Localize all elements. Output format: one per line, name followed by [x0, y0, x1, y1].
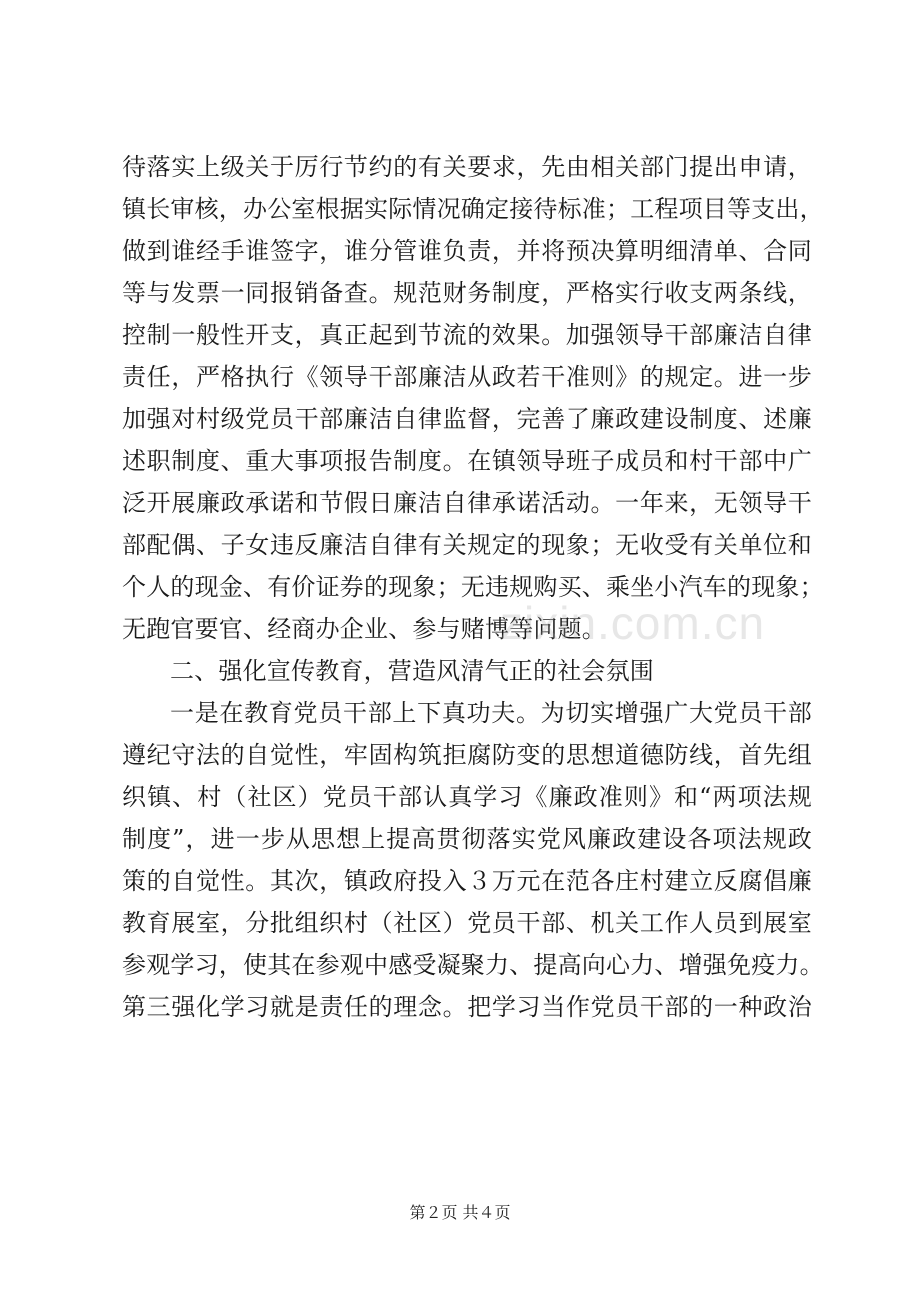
section-heading: 二、强化宣传教育，营造风清气正的社会氛围 — [170, 657, 654, 685]
text-line: 待落实上级关于厉行节约的有关要求，先由相关部门提出申请， — [122, 153, 812, 181]
text-line: 责任，严格执行《领导干部廉洁从政若干准则》的规定。进一步 — [122, 363, 812, 391]
text-line: 无跑官要官、经商办企业、参与赌博等问题。 — [122, 615, 606, 643]
site-watermark: zixin.com.cn — [500, 597, 766, 649]
document-body — [122, 146, 824, 1028]
text-line: 参观学习，使其在参观中感受凝聚力、提高向心力、增强免疫力。 — [122, 951, 824, 979]
text-line: 做到谁经手谁签字，谁分管谁负责，并将预决算明细清单、合同 — [122, 237, 812, 265]
text-line: 教育展室，分批组织村（社区）党员干部、机关工作人员到展室 — [122, 909, 812, 937]
text-line: 控制一般性开支，真正起到节流的效果。加强领导干部廉洁自律 — [122, 321, 812, 349]
text-line: 等与发票一同报销备查。规范财务制度，严格实行收支两条线， — [122, 279, 812, 307]
text-line: 镇长审核，办公室根据实际情况确定接待标准；工程项目等支出， — [122, 195, 824, 223]
page-number-footer: 第２页 共４页 — [409, 1203, 511, 1222]
text-line: 织镇、村（社区）党员干部认真学习《廉政准则》和“两项法规 — [122, 783, 812, 811]
text-line: 第三强化学习就是责任的理念。把学习当作党员干部的一种政治 — [122, 993, 812, 1021]
text-line: 个人的现金、有价证券的现象；无违规购买、乘坐小汽车的现象； — [122, 573, 824, 601]
text-line: 加强对村级党员干部廉洁自律监督，完善了廉政建设制度、述廉 — [122, 405, 812, 433]
text-line: 制度”，进一步从思想上提高贯彻落实党风廉政建设各项法规政 — [122, 825, 812, 853]
text-line: 策的自觉性。其次，镇政府投入３万元在范各庄村建立反腐倡廉 — [122, 867, 812, 895]
text-line: 述职制度、重大事项报告制度。在镇领导班子成员和村干部中广 — [122, 447, 812, 475]
text-line: 遵纪守法的自觉性，牢固构筑拒腐防变的思想道德防线，首先组 — [122, 741, 812, 769]
text-line: 部配偶、子女违反廉洁自律有关规定的现象；无收受有关单位和 — [122, 531, 812, 559]
text-line: 泛开展廉政承诺和节假日廉洁自律承诺活动。一年来，无领导干 — [122, 489, 812, 517]
text-line: 一是在教育党员干部上下真功夫。为切实增强广大党员干部 — [170, 699, 812, 727]
